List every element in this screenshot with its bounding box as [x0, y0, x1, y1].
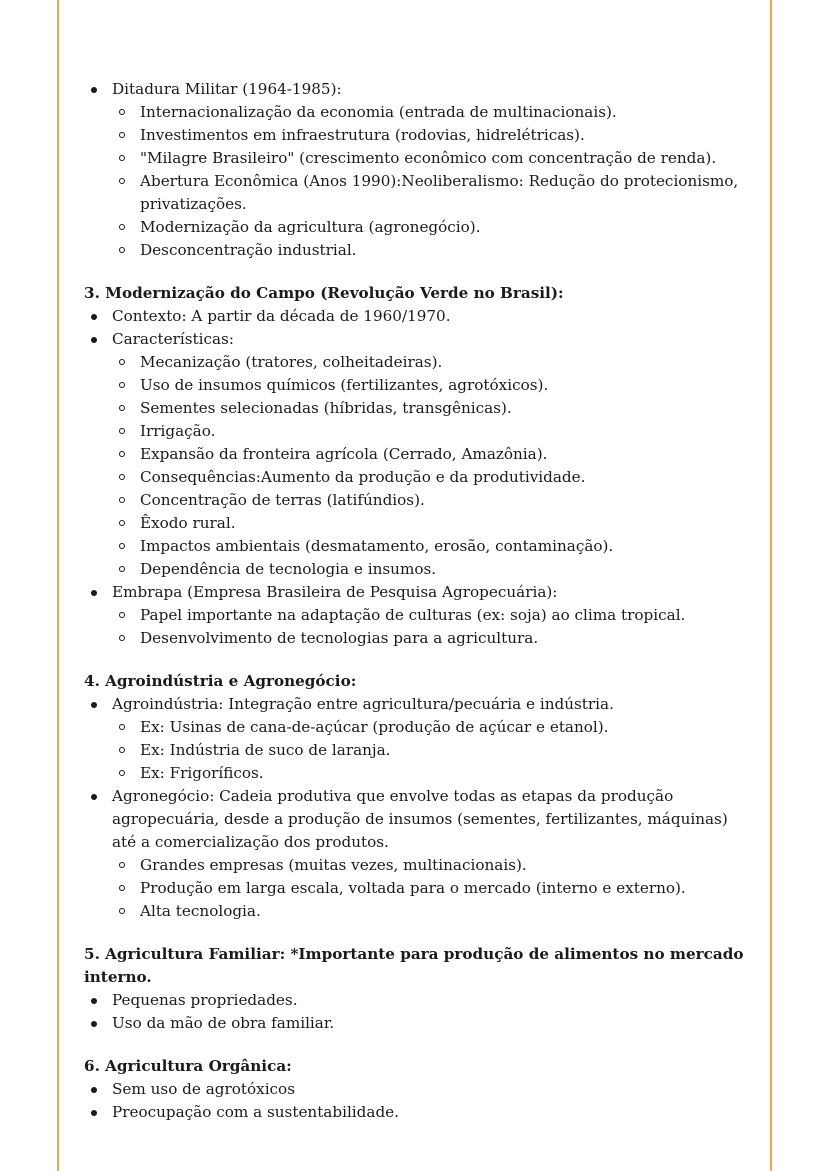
sub-list: [112, 716, 744, 785]
section-heading: 6. Agricultura Orgânica:: [84, 1057, 292, 1075]
list-item: Modernização da agricultura (agronegócio).: [112, 216, 744, 239]
list-item: Sem uso de agrotóxicos: [84, 1078, 744, 1101]
page-edge-left: [57, 0, 59, 1171]
page-edge-right: [770, 0, 772, 1171]
list-item: Investimentos em infraestrutura (rodovias, hidrelétricas).: [112, 124, 744, 147]
list-item: Contexto: A partir da década de 1960/1970.: [84, 305, 744, 328]
section-list: [84, 305, 744, 650]
section-heading: 4. Agroindústria e Agronegócio:: [84, 672, 357, 690]
list-item: Pequenas propriedades.: [84, 989, 744, 1012]
list-item-label: Características:: [112, 330, 234, 348]
list-item: Consequências:Aumento da produção e da produtividade.: [112, 466, 744, 489]
list-item: Papel importante na adaptação de culturas (ex: soja) ao clima tropical.: [112, 604, 744, 627]
list-item: Preocupação com a sustentabilidade.: [84, 1101, 744, 1124]
list-item-label: Agroindústria: Integração entre agricultura/pecuária e indústria.: [112, 695, 614, 713]
sub-list: [112, 854, 744, 923]
list-item: Sementes selecionadas (híbridas, transgênicas).: [112, 397, 744, 420]
list-item: Expansão da fronteira agrícola (Cerrado, Amazônia).: [112, 443, 744, 466]
list-item: Irrigação.: [112, 420, 744, 443]
list-item-label: Agronegócio: Cadeia produtiva que envolve todas as etapas da produção agropecuária, desde a produção de insumos (sementes, fertilizantes, máquinas) até a comercialização dos produtos.: [112, 787, 728, 851]
list-item: [84, 693, 744, 785]
list-item: Ex: Indústria de suco de laranja.: [112, 739, 744, 762]
section-heading: 5. Agricultura Familiar: *Importante para produção de alimentos no mercado interno.: [84, 945, 744, 986]
list-item: [84, 581, 744, 650]
list-item: Concentração de terras (latifúndios).: [112, 489, 744, 512]
list-item: Uso da mão de obra familiar.: [84, 1012, 744, 1035]
list-item: Impactos ambientais (desmatamento, erosão, contaminação).: [112, 535, 744, 558]
list-item: Desconcentração industrial.: [112, 239, 744, 262]
document-page: [84, 78, 744, 1124]
sub-list: [112, 351, 744, 581]
list-item: Produção em larga escala, voltada para o mercado (interno e externo).: [112, 877, 744, 900]
list-item: Internacionalização da economia (entrada de multinacionais).: [112, 101, 744, 124]
list-item: "Milagre Brasileiro" (crescimento econômico com concentração de renda).: [112, 147, 744, 170]
list-item: Dependência de tecnologia e insumos.: [112, 558, 744, 581]
section-list: [84, 693, 744, 923]
list-item: Alta tecnologia.: [112, 900, 744, 923]
list-item-label: Ditadura Militar (1964-1985):: [112, 80, 342, 98]
list-item: Mecanização (tratores, colheitadeiras).: [112, 351, 744, 374]
list-item: Êxodo rural.: [112, 512, 744, 535]
sub-list: [112, 604, 744, 650]
list-item: Ex: Frigoríficos.: [112, 762, 744, 785]
list-item: [84, 328, 744, 581]
sub-list: [112, 101, 744, 262]
list-item: Grandes empresas (muitas vezes, multinacionais).: [112, 854, 744, 877]
section-list: [84, 989, 744, 1035]
list-item-label: Embrapa (Empresa Brasileira de Pesquisa Agropecuária):: [112, 583, 558, 601]
list-item: Uso de insumos químicos (fertilizantes, agrotóxicos).: [112, 374, 744, 397]
section-heading: 3. Modernização do Campo (Revolução Verde no Brasil):: [84, 284, 564, 302]
list-item: [84, 785, 744, 923]
list-item: Desenvolvimento de tecnologias para a agricultura.: [112, 627, 744, 650]
list-item: Abertura Econômica (Anos 1990):Neoliberalismo: Redução do protecionismo, privatizações.: [112, 170, 744, 216]
list-item: [84, 78, 744, 262]
list-item: Ex: Usinas de cana-de-açúcar (produção de açúcar e etanol).: [112, 716, 744, 739]
section-list: [84, 1078, 744, 1124]
top-list: [84, 78, 744, 262]
